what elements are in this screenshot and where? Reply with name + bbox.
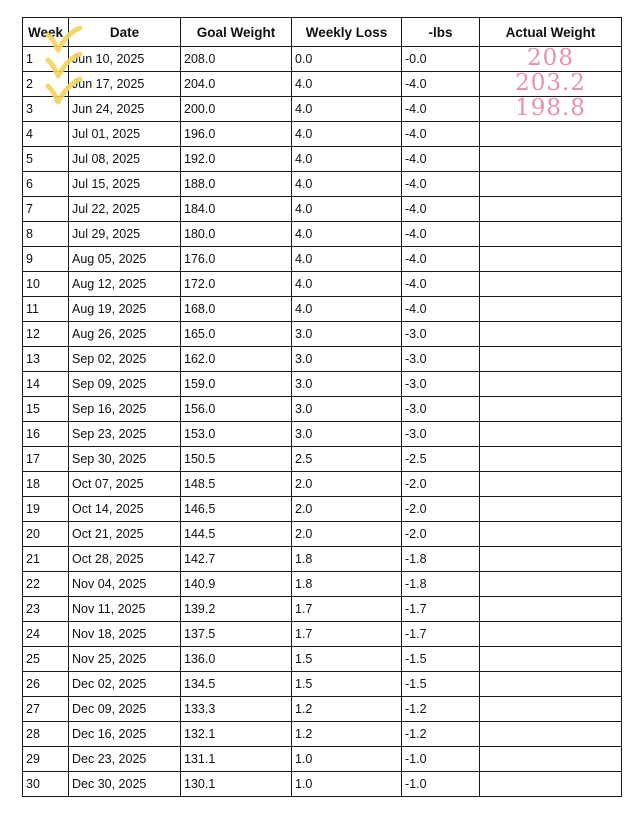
cell-week: 11: [23, 297, 69, 322]
cell-date: Aug 05, 2025: [69, 247, 181, 272]
cell-goal-weight: 162.0: [181, 347, 292, 372]
cell-date: Jun 17, 2025: [69, 72, 181, 97]
cell-date: Nov 11, 2025: [69, 597, 181, 622]
cell-lbs: -2.0: [402, 472, 480, 497]
table-row: [23, 147, 622, 172]
cell-actual-weight[interactable]: [480, 172, 622, 197]
cell-week: 5: [23, 147, 69, 172]
cell-goal-weight: 131.1: [181, 747, 292, 772]
cell-actual-weight[interactable]: [480, 322, 622, 347]
cell-actual-weight[interactable]: [480, 397, 622, 422]
weight-loss-table: [22, 17, 622, 797]
cell-date: Sep 16, 2025: [69, 397, 181, 422]
cell-week: 30: [23, 772, 69, 797]
cell-date: Jul 01, 2025: [69, 122, 181, 147]
cell-weekly-loss: 4.0: [292, 297, 402, 322]
cell-lbs: -0.0: [402, 47, 480, 72]
handwritten-actual-weight: 198.8: [515, 95, 586, 121]
cell-date: Sep 23, 2025: [69, 422, 181, 447]
cell-actual-weight[interactable]: [480, 697, 622, 722]
cell-lbs: -4.0: [402, 297, 480, 322]
cell-actual-weight[interactable]: [480, 122, 622, 147]
cell-lbs: -1.8: [402, 572, 480, 597]
table-row: [23, 722, 622, 747]
cell-goal-weight: 176.0: [181, 247, 292, 272]
cell-date: Sep 02, 2025: [69, 347, 181, 372]
cell-actual-weight[interactable]: [480, 372, 622, 397]
cell-goal-weight: 168.0: [181, 297, 292, 322]
cell-week: 20: [23, 522, 69, 547]
cell-goal-weight: 196.0: [181, 122, 292, 147]
cell-weekly-loss: 1.0: [292, 772, 402, 797]
cell-lbs: -4.0: [402, 272, 480, 297]
cell-actual-weight[interactable]: [480, 222, 622, 247]
cell-lbs: -4.0: [402, 97, 480, 122]
cell-goal-weight: 140.9: [181, 572, 292, 597]
table-row: [23, 697, 622, 722]
cell-week: 15: [23, 397, 69, 422]
cell-date: Nov 25, 2025: [69, 647, 181, 672]
cell-actual-weight[interactable]: [480, 747, 622, 772]
cell-actual-weight[interactable]: [480, 347, 622, 372]
cell-weekly-loss: 1.7: [292, 597, 402, 622]
cell-lbs: -2.5: [402, 447, 480, 472]
cell-lbs: -4.0: [402, 197, 480, 222]
cell-date: Dec 02, 2025: [69, 672, 181, 697]
cell-weekly-loss: 3.0: [292, 322, 402, 347]
cell-lbs: -1.2: [402, 722, 480, 747]
cell-weekly-loss: 3.0: [292, 347, 402, 372]
cell-week: 7: [23, 197, 69, 222]
cell-lbs: -1.0: [402, 772, 480, 797]
cell-date: Dec 09, 2025: [69, 697, 181, 722]
cell-date: Dec 30, 2025: [69, 772, 181, 797]
table-row: [23, 297, 622, 322]
cell-weekly-loss: 2.0: [292, 522, 402, 547]
cell-lbs: -1.5: [402, 672, 480, 697]
cell-lbs: -1.2: [402, 697, 480, 722]
cell-lbs: -1.0: [402, 747, 480, 772]
cell-goal-weight: 200.0: [181, 97, 292, 122]
cell-goal-weight: 144.5: [181, 522, 292, 547]
handwritten-actual-weight: 203.2: [515, 70, 586, 96]
cell-weekly-loss: 4.0: [292, 272, 402, 297]
cell-goal-weight: 153.0: [181, 422, 292, 447]
table-row: [23, 447, 622, 472]
table-row: [23, 372, 622, 397]
cell-week: 6: [23, 172, 69, 197]
cell-actual-weight[interactable]: [480, 622, 622, 647]
cell-weekly-loss: 1.8: [292, 547, 402, 572]
cell-goal-weight: 146.5: [181, 497, 292, 522]
cell-date: Oct 28, 2025: [69, 547, 181, 572]
cell-actual-weight[interactable]: [480, 572, 622, 597]
cell-weekly-loss: 4.0: [292, 197, 402, 222]
cell-date: Nov 04, 2025: [69, 572, 181, 597]
cell-lbs: -3.0: [402, 347, 480, 372]
cell-date: Oct 14, 2025: [69, 497, 181, 522]
header-weekly-loss: Weekly Loss: [292, 18, 402, 47]
table-row: [23, 547, 622, 572]
cell-date: Jul 08, 2025: [69, 147, 181, 172]
cell-goal-weight: 137.5: [181, 622, 292, 647]
cell-actual-weight[interactable]: [480, 672, 622, 697]
cell-goal-weight: 132.1: [181, 722, 292, 747]
cell-actual-weight[interactable]: [480, 472, 622, 497]
table-row: [23, 97, 622, 122]
cell-date: Dec 16, 2025: [69, 722, 181, 747]
cell-goal-weight: 159.0: [181, 372, 292, 397]
cell-lbs: -4.0: [402, 147, 480, 172]
cell-weekly-loss: 3.0: [292, 397, 402, 422]
header-week: Week: [23, 18, 69, 47]
table-row: [23, 272, 622, 297]
cell-goal-weight: 139.2: [181, 597, 292, 622]
cell-goal-weight: 204.0: [181, 72, 292, 97]
cell-actual-weight[interactable]: [480, 647, 622, 672]
cell-week: 16: [23, 422, 69, 447]
cell-actual-weight[interactable]: [480, 772, 622, 797]
cell-actual-weight[interactable]: [480, 147, 622, 172]
cell-goal-weight: 156.0: [181, 397, 292, 422]
cell-week: 22: [23, 572, 69, 597]
cell-date: Sep 30, 2025: [69, 447, 181, 472]
cell-weekly-loss: 2.0: [292, 472, 402, 497]
cell-weekly-loss: 2.0: [292, 497, 402, 522]
cell-actual-weight[interactable]: [480, 722, 622, 747]
cell-date: Jul 29, 2025: [69, 222, 181, 247]
cell-week: 28: [23, 722, 69, 747]
cell-goal-weight: 136.0: [181, 647, 292, 672]
table-row: [23, 122, 622, 147]
table-row: [23, 647, 622, 672]
cell-date: Jun 10, 2025: [69, 47, 181, 72]
table-row: [23, 422, 622, 447]
table-row: [23, 397, 622, 422]
cell-actual-weight[interactable]: [480, 547, 622, 572]
cell-goal-weight: 148.5: [181, 472, 292, 497]
cell-lbs: -1.7: [402, 597, 480, 622]
table-row: [23, 222, 622, 247]
cell-goal-weight: 180.0: [181, 222, 292, 247]
cell-weekly-loss: 3.0: [292, 372, 402, 397]
cell-actual-weight[interactable]: [480, 272, 622, 297]
cell-lbs: -2.0: [402, 522, 480, 547]
cell-goal-weight: 184.0: [181, 197, 292, 222]
cell-weekly-loss: 3.0: [292, 422, 402, 447]
cell-week: 3: [23, 97, 69, 122]
cell-week: 26: [23, 672, 69, 697]
cell-week: 27: [23, 697, 69, 722]
cell-weekly-loss: 4.0: [292, 222, 402, 247]
cell-date: Sep 09, 2025: [69, 372, 181, 397]
cell-date: Jun 24, 2025: [69, 97, 181, 122]
cell-lbs: -4.0: [402, 72, 480, 97]
table-body: [23, 47, 622, 797]
table-row: [23, 772, 622, 797]
cell-actual-weight[interactable]: [480, 197, 622, 222]
cell-actual-weight[interactable]: [480, 522, 622, 547]
cell-lbs: -3.0: [402, 372, 480, 397]
cell-weekly-loss: 0.0: [292, 47, 402, 72]
header-lbs: -lbs: [402, 18, 480, 47]
cell-weekly-loss: 4.0: [292, 122, 402, 147]
table-row: [23, 347, 622, 372]
cell-week: 12: [23, 322, 69, 347]
cell-date: Aug 26, 2025: [69, 322, 181, 347]
cell-week: 29: [23, 747, 69, 772]
cell-actual-weight[interactable]: [480, 247, 622, 272]
cell-lbs: -4.0: [402, 172, 480, 197]
cell-weekly-loss: 1.0: [292, 747, 402, 772]
cell-lbs: -4.0: [402, 122, 480, 147]
cell-weekly-loss: 4.0: [292, 72, 402, 97]
table-row: [23, 672, 622, 697]
cell-goal-weight: 188.0: [181, 172, 292, 197]
table-row: [23, 247, 622, 272]
table-row: [23, 747, 622, 772]
cell-actual-weight[interactable]: [480, 97, 622, 122]
cell-goal-weight: 172.0: [181, 272, 292, 297]
cell-lbs: -3.0: [402, 322, 480, 347]
cell-week: 2: [23, 72, 69, 97]
cell-actual-weight[interactable]: [480, 497, 622, 522]
cell-week: 10: [23, 272, 69, 297]
table-row: [23, 472, 622, 497]
cell-weekly-loss: 4.0: [292, 172, 402, 197]
cell-weekly-loss: 1.2: [292, 697, 402, 722]
table-row: [23, 597, 622, 622]
cell-lbs: -2.0: [402, 497, 480, 522]
cell-week: 21: [23, 547, 69, 572]
cell-week: 1: [23, 47, 69, 72]
cell-week: 19: [23, 497, 69, 522]
cell-week: 23: [23, 597, 69, 622]
cell-goal-weight: 192.0: [181, 147, 292, 172]
cell-week: 18: [23, 472, 69, 497]
cell-actual-weight[interactable]: [480, 297, 622, 322]
cell-weekly-loss: 1.5: [292, 647, 402, 672]
cell-actual-weight[interactable]: [480, 422, 622, 447]
cell-week: 24: [23, 622, 69, 647]
cell-goal-weight: 142.7: [181, 547, 292, 572]
cell-lbs: -3.0: [402, 422, 480, 447]
cell-weekly-loss: 4.0: [292, 97, 402, 122]
cell-weekly-loss: 4.0: [292, 147, 402, 172]
cell-date: Aug 12, 2025: [69, 272, 181, 297]
table-row: [23, 197, 622, 222]
table-row: [23, 497, 622, 522]
cell-week: 13: [23, 347, 69, 372]
table-row: [23, 322, 622, 347]
cell-lbs: -3.0: [402, 397, 480, 422]
cell-weekly-loss: 1.2: [292, 722, 402, 747]
cell-goal-weight: 150.5: [181, 447, 292, 472]
cell-date: Oct 21, 2025: [69, 522, 181, 547]
cell-date: Jul 15, 2025: [69, 172, 181, 197]
handwritten-actual-weight: 208: [527, 45, 574, 71]
cell-goal-weight: 165.0: [181, 322, 292, 347]
cell-weekly-loss: 1.5: [292, 672, 402, 697]
cell-date: Aug 19, 2025: [69, 297, 181, 322]
cell-lbs: -4.0: [402, 222, 480, 247]
cell-lbs: -1.7: [402, 622, 480, 647]
cell-lbs: -1.5: [402, 647, 480, 672]
cell-week: 17: [23, 447, 69, 472]
table-row: [23, 522, 622, 547]
cell-weekly-loss: 4.0: [292, 247, 402, 272]
cell-week: 25: [23, 647, 69, 672]
table-row: [23, 622, 622, 647]
cell-actual-weight[interactable]: [480, 447, 622, 472]
header-date: Date: [69, 18, 181, 47]
cell-week: 9: [23, 247, 69, 272]
header-actual-weight: Actual Weight: [480, 18, 622, 47]
cell-date: Dec 23, 2025: [69, 747, 181, 772]
cell-weekly-loss: 1.7: [292, 622, 402, 647]
cell-lbs: -4.0: [402, 247, 480, 272]
table-row: [23, 172, 622, 197]
cell-goal-weight: 208.0: [181, 47, 292, 72]
cell-goal-weight: 134.5: [181, 672, 292, 697]
cell-weekly-loss: 2.5: [292, 447, 402, 472]
cell-weekly-loss: 1.8: [292, 572, 402, 597]
cell-date: Nov 18, 2025: [69, 622, 181, 647]
cell-date: Oct 07, 2025: [69, 472, 181, 497]
cell-actual-weight[interactable]: [480, 597, 622, 622]
cell-week: 14: [23, 372, 69, 397]
cell-week: 4: [23, 122, 69, 147]
table-row: [23, 572, 622, 597]
cell-goal-weight: 130.1: [181, 772, 292, 797]
cell-date: Jul 22, 2025: [69, 197, 181, 222]
cell-lbs: -1.8: [402, 547, 480, 572]
header-goal-weight: Goal Weight: [181, 18, 292, 47]
cell-goal-weight: 133.3: [181, 697, 292, 722]
cell-week: 8: [23, 222, 69, 247]
